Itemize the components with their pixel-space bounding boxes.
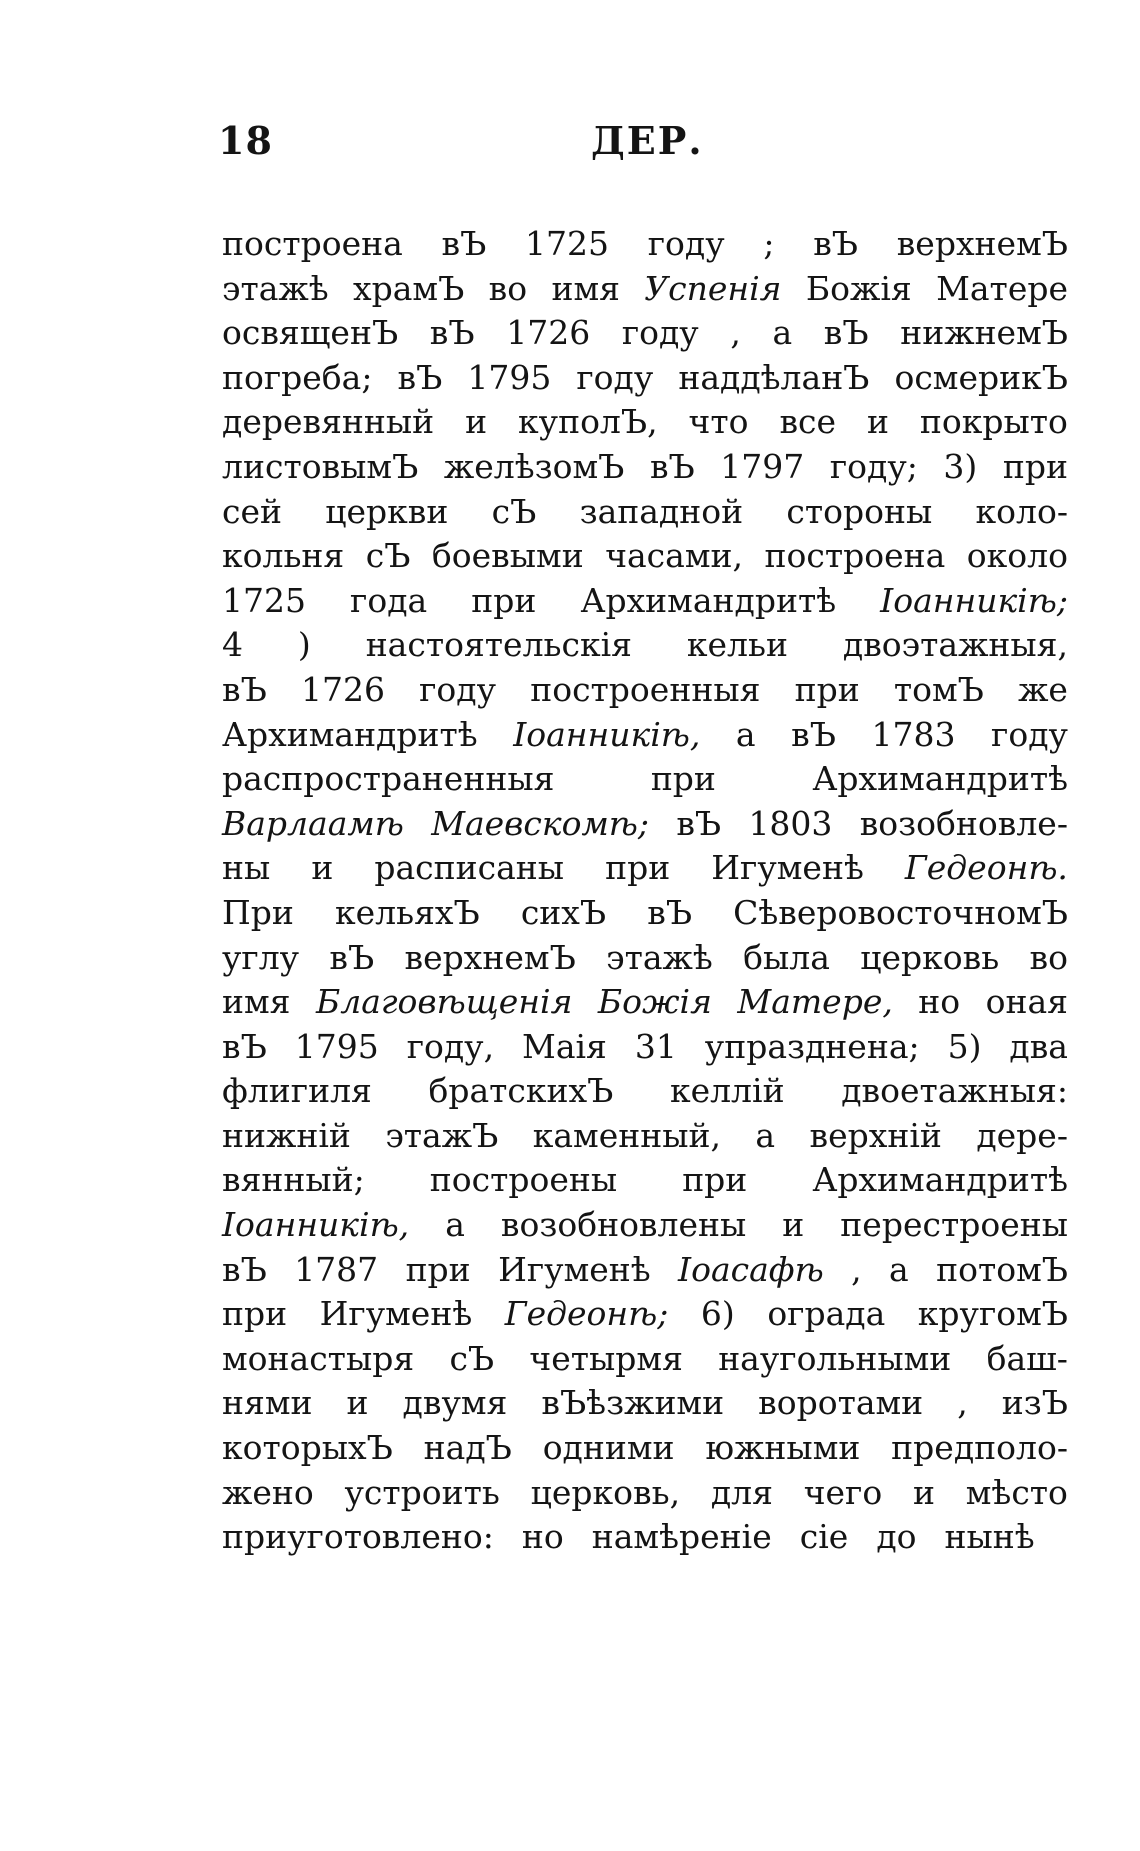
text-line <box>222 668 1068 713</box>
word: ны <box>222 848 271 888</box>
word: куполЪ, <box>518 402 658 442</box>
word: а <box>889 1249 909 1289</box>
text-line <box>222 1158 1068 1203</box>
word: церкви <box>325 491 449 531</box>
word: при <box>794 669 860 709</box>
word: ) <box>297 625 311 665</box>
word: Матере <box>936 268 1068 308</box>
word: этажѣ <box>222 268 329 308</box>
word: что <box>688 402 749 442</box>
text-line <box>222 802 1068 847</box>
word: при <box>1002 446 1068 486</box>
word: Игуменѣ <box>319 1294 473 1334</box>
word: Іоанникіѣ, <box>513 714 701 754</box>
word: Божія <box>597 982 712 1022</box>
word: при <box>471 580 537 620</box>
text-line <box>222 980 1068 1025</box>
word: этажЪ <box>385 1115 499 1155</box>
text-line <box>222 1471 1068 1516</box>
text-line <box>222 846 1068 891</box>
word: нями <box>222 1383 313 1423</box>
word: построена <box>222 224 403 263</box>
word: сей <box>222 491 283 531</box>
word: нынѣ <box>944 1517 1035 1557</box>
word: СѣверовосточномЪ <box>733 892 1068 932</box>
text-line <box>222 891 1068 936</box>
running-head: ДЕР. <box>591 118 704 163</box>
word: а <box>772 313 793 353</box>
word: сіе <box>799 1517 849 1557</box>
word: 1795 <box>294 1026 379 1066</box>
word: два <box>1009 1026 1068 1066</box>
word: Архимандритѣ <box>222 714 478 754</box>
word: сЪ <box>449 1338 495 1378</box>
word: и <box>912 1472 935 1512</box>
word: флигиля <box>222 1071 372 1111</box>
word: году <box>991 714 1068 754</box>
word: западной <box>579 491 744 531</box>
word: 31 <box>634 1026 677 1066</box>
word: Архимандритѣ <box>812 759 1068 799</box>
word: Іоасафѣ <box>678 1249 824 1289</box>
word: надЪ <box>423 1428 512 1468</box>
word: верхнемЪ <box>896 224 1068 263</box>
word: при <box>605 848 671 888</box>
word: Архимандритѣ <box>812 1160 1068 1200</box>
word: 6) <box>700 1294 735 1334</box>
word: году <box>647 224 725 263</box>
word: южными <box>705 1428 861 1468</box>
word: Маевскомѣ; <box>431 803 650 843</box>
word: до <box>876 1517 917 1557</box>
word: и <box>346 1383 369 1423</box>
word: , <box>957 1383 968 1423</box>
word: нижнемЪ <box>900 313 1068 353</box>
word: упразднена; <box>704 1026 920 1066</box>
word: погреба; <box>222 357 373 397</box>
word: года <box>350 580 428 620</box>
word: оная <box>985 982 1068 1022</box>
text-line <box>222 311 1068 356</box>
word: возобновлены <box>500 1205 747 1245</box>
word: кельи <box>686 625 788 665</box>
word: построенныя <box>530 669 761 709</box>
word: вЪ <box>791 714 836 754</box>
text-line <box>222 579 1068 624</box>
text-line <box>222 490 1068 535</box>
word: вЪ <box>649 446 695 486</box>
text-line <box>222 713 1068 758</box>
word: потомЪ <box>936 1249 1068 1289</box>
word: при <box>405 1249 471 1289</box>
word: во <box>1029 937 1068 977</box>
word: изЪ <box>1001 1383 1068 1423</box>
word: Іоанникіѣ, <box>222 1205 410 1245</box>
word: Маія <box>522 1026 607 1066</box>
word: братскихЪ <box>428 1071 614 1111</box>
word: ; <box>763 224 775 263</box>
word: Архимандритѣ <box>580 580 837 620</box>
word: Варлаамѣ <box>222 803 404 843</box>
word: баш- <box>986 1338 1068 1378</box>
word: осмерикЪ <box>894 357 1068 397</box>
word: верхнемЪ <box>404 937 576 977</box>
word: монастыря <box>222 1338 415 1378</box>
word: при <box>650 759 716 799</box>
word: келлій <box>669 1071 785 1111</box>
word: а <box>735 714 756 754</box>
body-text <box>222 222 1068 1560</box>
word: одними <box>542 1428 675 1468</box>
word: ограда <box>767 1294 886 1334</box>
word: но <box>521 1517 564 1557</box>
word: покрыто <box>919 402 1068 442</box>
word: двоетажныя: <box>841 1071 1068 1111</box>
text-line <box>222 1025 1068 1070</box>
word: вЪ <box>823 313 869 353</box>
word: верхній <box>809 1115 942 1155</box>
word: Успенія <box>644 268 782 308</box>
word: жено <box>222 1472 314 1512</box>
word: сЪ <box>491 491 537 531</box>
word: каменный, <box>532 1115 721 1155</box>
word: углу <box>222 937 300 977</box>
text-line <box>222 1114 1068 1159</box>
word: кругомЪ <box>917 1294 1068 1334</box>
word: храмЪ <box>353 268 465 308</box>
word: при <box>222 1294 288 1334</box>
word: а <box>445 1205 465 1245</box>
word: 1725 <box>222 580 306 620</box>
word: же <box>1018 669 1068 709</box>
word: желѣзомЪ <box>443 446 625 486</box>
word: Матере, <box>737 982 893 1022</box>
text-line <box>222 1426 1068 1471</box>
word: 3) <box>943 446 978 486</box>
word: была <box>743 937 830 977</box>
word: и <box>311 848 334 888</box>
text-line <box>222 936 1068 981</box>
word: построены <box>429 1160 618 1200</box>
word: вЪ <box>329 937 375 977</box>
text-line <box>222 623 1068 668</box>
word: при <box>682 1160 748 1200</box>
word: наугольными <box>718 1338 952 1378</box>
word: около <box>966 536 1068 576</box>
word: намѣреніе <box>591 1517 772 1557</box>
word: коло- <box>975 491 1068 531</box>
word: вЪ <box>222 1249 267 1289</box>
word: вЪ <box>397 357 443 397</box>
text-line <box>222 445 1068 490</box>
word: 1787 <box>294 1249 379 1289</box>
word: Игуменѣ <box>711 848 864 888</box>
word: году, <box>406 1026 495 1066</box>
word: боевыми <box>431 536 584 576</box>
word: томЪ <box>893 669 984 709</box>
word: чего <box>803 1472 883 1512</box>
word: освященЪ <box>222 313 399 353</box>
word: вЪ <box>222 1026 267 1066</box>
word: но <box>918 982 961 1022</box>
word: Божія <box>805 268 912 308</box>
word: настоятельскія <box>365 625 632 665</box>
word: сихЪ <box>520 892 607 932</box>
word: 1726 <box>300 669 385 709</box>
word: построена <box>764 536 946 576</box>
word: церковь <box>860 937 1000 977</box>
word: часами, <box>605 536 743 576</box>
word: , <box>851 1249 862 1289</box>
word: 1795 <box>467 357 552 397</box>
text-line <box>222 356 1068 401</box>
word: вЪѣзжими <box>541 1383 725 1423</box>
word: перестроены <box>840 1205 1068 1245</box>
word: наддѣланЪ <box>678 357 870 397</box>
word: все <box>779 402 837 442</box>
word: вЪ <box>222 669 267 709</box>
page-number: 18 <box>218 118 273 163</box>
word: Гедеонѣ. <box>904 848 1068 888</box>
word: четырмя <box>529 1338 683 1378</box>
word: стороны <box>786 491 933 531</box>
word: этажѣ <box>606 937 713 977</box>
text-line <box>222 757 1068 802</box>
word: деревянный <box>222 402 435 442</box>
word: Гедеонѣ; <box>504 1294 669 1334</box>
word: 1797 <box>720 446 805 486</box>
text-line <box>222 1248 1068 1293</box>
word: листовымЪ <box>222 446 419 486</box>
word: которыхЪ <box>222 1428 393 1468</box>
word: имя <box>551 268 620 308</box>
word: 1725 <box>525 224 610 263</box>
word: При <box>222 892 294 932</box>
text-line <box>222 1203 1068 1248</box>
word: возобновле- <box>859 803 1068 843</box>
word: вЪ <box>441 224 487 263</box>
word: воротами <box>758 1383 924 1423</box>
word: году; <box>829 446 918 486</box>
word: кольня <box>222 536 345 576</box>
word: для <box>710 1472 773 1512</box>
word: Игуменѣ <box>498 1249 651 1289</box>
text-line <box>222 534 1068 579</box>
word: , <box>730 313 741 353</box>
word: сЪ <box>365 536 411 576</box>
word: 1803 <box>748 803 833 843</box>
word: предполо- <box>891 1428 1068 1468</box>
word: дере- <box>976 1115 1068 1155</box>
page-header <box>218 118 1068 178</box>
word: церковь, <box>530 1472 681 1512</box>
word: а <box>755 1115 776 1155</box>
word: 5) <box>947 1026 982 1066</box>
word: и <box>866 402 889 442</box>
word: нижній <box>222 1115 351 1155</box>
word: имя <box>222 982 291 1022</box>
word: Іоанникіѣ; <box>880 580 1068 620</box>
word: году <box>621 313 699 353</box>
word: и <box>782 1205 805 1245</box>
word: двумя <box>402 1383 508 1423</box>
word: мѣсто <box>965 1472 1068 1512</box>
text-line <box>222 1292 1068 1337</box>
word: вЪ <box>813 224 858 263</box>
text-line <box>222 400 1068 445</box>
word: устроить <box>344 1472 500 1512</box>
text-line <box>222 1515 1068 1560</box>
word: вЪ <box>676 803 722 843</box>
text-line <box>222 267 1068 312</box>
word: году <box>419 669 497 709</box>
word: во <box>488 268 528 308</box>
word: 1726 <box>506 313 591 353</box>
word: году <box>576 357 654 397</box>
word: приуготовлено: <box>222 1517 494 1557</box>
word: расписаны <box>374 848 565 888</box>
word: вЪ <box>429 313 475 353</box>
word: Благовѣщенія <box>315 982 573 1022</box>
word: 1783 <box>871 714 956 754</box>
word: 4 <box>222 625 243 665</box>
word: вянный; <box>222 1160 365 1200</box>
text-line <box>222 1337 1068 1382</box>
text-line <box>222 1069 1068 1114</box>
text-line <box>222 222 1068 267</box>
word: и <box>465 402 488 442</box>
word: двоэтажныя, <box>842 625 1068 665</box>
word: вЪ <box>647 892 693 932</box>
text-line <box>222 1381 1068 1426</box>
word: распространенныя <box>222 759 555 799</box>
word: кельяхЪ <box>335 892 480 932</box>
